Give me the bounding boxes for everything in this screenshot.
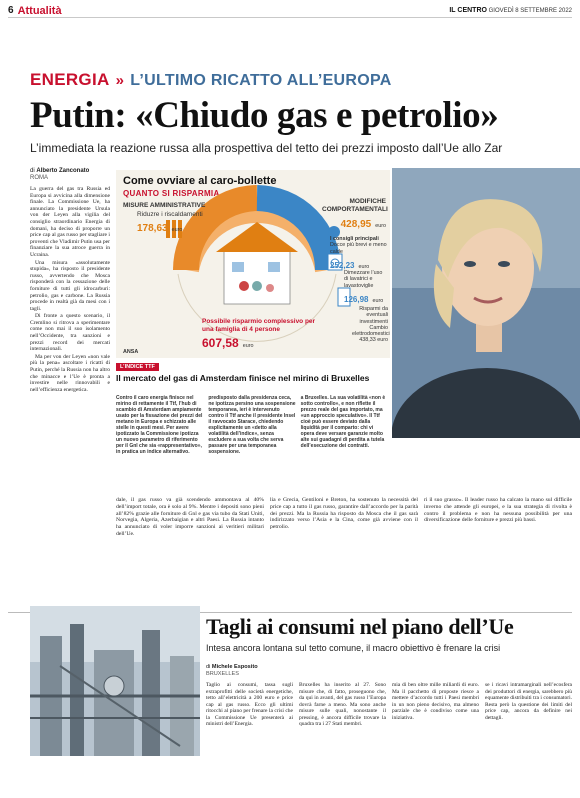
admin-item-value: 178,63 [137, 223, 168, 234]
kicker-category[interactable]: ENERGIA [30, 70, 110, 89]
byline-prefix: di [206, 664, 211, 670]
page-number: 6 [8, 5, 14, 16]
byline-author[interactable]: Alberto Zanconato [36, 168, 90, 174]
window-icon [268, 262, 280, 272]
investments-label: Risparmi da eventuali investimenti [359, 306, 388, 325]
plant-illustration [30, 606, 200, 756]
admin-item-value-row [137, 218, 205, 236]
family-member-icon [239, 281, 249, 291]
byline-author[interactable]: Michele Esposito [211, 664, 258, 670]
newspaper-name: IL CENTRO [449, 7, 487, 14]
second-article-deck: Intesa ancora lontana sul tetto comune, il macro obiettivo è frenare la crisi [206, 643, 501, 653]
infographic-savings [116, 170, 390, 358]
behavior-total: 428,95 [340, 219, 372, 230]
investments-sub: Cambio elettrodomestici [352, 324, 390, 338]
infographic-source: ANSA [123, 348, 139, 355]
infographic-subtitle: QUANTO SI RISPARMIA [123, 189, 220, 198]
issue-date: GIOVEDÌ 8 SETTEMBRE 2022 [488, 8, 572, 14]
body-column: ri il suo grasso». Il leader russo ha calcato la mano sul difficile inverno che attende gli europei, e la sua strategia di rivolta è contro il problema e non ha nessuna possibilità per una diversificazione delle forniture e prezzi più bassi. [424, 497, 572, 524]
photo-von-der-leyen [392, 168, 580, 438]
family-member-icon [266, 284, 274, 292]
paragraph: Ma per von der Leyen «non vale più la pena» ascoltare i ricatti di Putin, perché la Russia non ha altro che minacce e l’Ue è pronta a investire nelle rinnovabili e nell’efficienza energetica. [30, 353, 110, 393]
section-label[interactable]: Attualità [17, 4, 62, 17]
total-value: 607,58 [202, 336, 239, 350]
portrait-illustration [392, 168, 580, 438]
behavior-item-value: 252,23 [330, 260, 355, 270]
paragraph: La guerra del gas tra Russia ed Europa si avvicina alla dimensione finale. La Commissione Ue, ha annunciato la presidente Ursula von der Leyen alla vigilia del consiglio straordinario Energia di domani, ha deciso di proporre un price cap al gas russo per stagliare i proventi che Vladimir Putin usa per finanziare la sua atroce guerra in Ucraina. [30, 186, 110, 258]
behavior-header: MODIFICHE COMPORTAMENTALI [322, 198, 388, 213]
admin-measures-header: MISURE AMMINISTRATIVE [123, 202, 206, 209]
behavior-item-label: I consigli principali [330, 236, 379, 242]
body-column: dale, il gas russo va già scendendo ammontava al 40% dell’import totale, ora è solo al 9%. Mentre i depositi sono pieni all’82% grazie alle forniture di Gnl e gas via tubo da Stati Uniti, Norvegia, Algeria, Azerbaigian e altri Paesi. La Russia intanto ha annunciato di voler imporre sanzioni ai veritieri militari dell’Ue. [116, 497, 264, 537]
photo-industrial-plant [30, 606, 200, 756]
admin-measures-block [123, 202, 205, 236]
behavior-item-2 [344, 270, 388, 307]
paragraph: Una misura «assolutamente stupida», ha risposto il presidente russo, avvertendo che Mosca risponderà con la cessazione delle forniture di tutti gli idrocarburi: petrolio, gas e carbone. La Russia procede in realtà già da mesi con i tagli. [30, 259, 110, 312]
admin-item-label: Riduzre i riscaldamenti [137, 211, 203, 218]
body-column: Taglio ai consumi, tassa sugli extraprofitti delle società energetiche, tetto all’elettricità a 200 euro e price cap al gas russo. Ecco gli ultimi ritocchi al piano per frenare la crisi che la Commissione Ue presenterà ai ministri dell’Energia. [206, 682, 293, 727]
byline-city: ROMA [30, 175, 48, 181]
article-body-continued [116, 497, 572, 607]
page-header [8, 4, 572, 18]
second-article-byline [206, 664, 258, 678]
body-column: mia di ben oltre mille miliardi di euro. Ma il pacchetto di proposte riesce a mettere d’accordo tutti i Paesi membri in un non pieno decisivo, ma almeno parziale che è condiviso come una iniziativa. [392, 682, 479, 721]
behavior-item-value: 126,98 [344, 294, 369, 304]
body-column: lia e Grecia, Gentiloni e Breton, ha sostenuto la necessità del price cap a tutto il gas russo, garantire dall’accordo per la parità dei prezzi. Ma la Russia ha risposto da Mosca che il gas sarà indirizzato verso l’Asia e la Cina, come già avviene con il petrolio. [270, 497, 418, 531]
currency-label: euro [375, 223, 386, 229]
paragraph: Di fronte a questo scenario, il Cremlino si ritrova a sperimentare come non mai il suo isolamento nell’Occidente, tra sanzioni e prezzi record dei mercati internazionali. [30, 313, 110, 353]
ttf-column: predisposto dalla presidenza ceca, ne ipotizza persino una sospensione temporanea, ieri è intervenuto contro il Ttf anche il presidente Insel il ravvocato Starace, chiedendo esplicitamente un «detto alla volatilità dell’indice», senza escludere a sua volta che serva passare per una temporanea sospensione. [208, 395, 296, 455]
house-icon [224, 250, 290, 304]
second-article-body [206, 682, 572, 798]
ttf-title[interactable]: Il mercato del gas di Amsterdam finisce nel mirino di Bruxelles [116, 373, 370, 383]
byline-prefix: di [30, 168, 35, 174]
page-header-left [8, 5, 62, 17]
article-deck: L’immediata la reazione russa alla prospettiva del tetto dei prezzi imposto dall’Ue allo Zar [30, 141, 503, 155]
currency-label: euro [372, 297, 384, 304]
investments-value: 438,33 euro [359, 337, 388, 344]
ttf-tab-label: L’INDICE TTF [116, 363, 159, 371]
family-member-icon [252, 281, 262, 291]
ttf-box-body [116, 395, 388, 495]
window-icon [232, 262, 244, 272]
second-article-headline[interactable]: Tagli ai consumi nel piano dell’Ue [206, 614, 514, 639]
infographic-title: Come ovviare al caro-bollette [123, 175, 277, 187]
body-column: Bruxelles ha inserito al 27. Sono misure che, di fatto, proseguono che, da qui in avanti, del gas russo l’Europa dovrà farne a meno. Ma sono anche misure sulle quali, nonostante il pressing, è ancora difficile trovare la quadra tra i 27 Stati membri. [299, 682, 386, 727]
byline-city: BRUXELLES [206, 671, 239, 677]
behavior-item-1 [330, 236, 388, 273]
investments-block [352, 306, 388, 344]
total-savings-block [202, 318, 322, 352]
kicker-separator: » [115, 72, 125, 89]
total-label: Possibile risparmio complessivo per una famiglia di 4 persone [202, 318, 316, 333]
behavior-item-sub: Docce più brevi e meno calde [330, 242, 387, 255]
ttf-column: Contro il caro energia finisce nel mirino di rettamente il Ttf, l’hub di scambio di Amsterdam ampiamente usato per la fissazione dei prezzi del metano in Europa e schizzato alle stelle in questi mesi. Per avere ipotizzato la Commissione ipotizza un nuovo parametro di riferimento per il Gnl che sia «rappresentativo», in pratica un indice alternativo. [116, 395, 203, 455]
page-header-right [449, 7, 572, 14]
currency-label: euro [171, 227, 183, 233]
behavior-block [322, 198, 386, 232]
kicker-text: L’ULTIMO RICATTO ALL’EUROPA [130, 72, 392, 89]
body-column: se i ricavi intramarginali nell’ecosfera dei produttori di energia, sarebbero più equamente distribuiti tra i consumatori. Resta però la questione dei limiti del price cap, ancora da definire nei dettagli. [485, 682, 572, 721]
ttf-column: a Bruxelles. La sua volatilità «non è sotto controllo», e non riflette il prezzo reale del gas importato, ma «un approccio speculativo». Il Ttf cioè può essere deviato dalla liquidità per il comparto: chi vi opera deve versare garanzie molto alte sui guadagni di perdita a tutela dell’esecuzione dei contratti. [300, 395, 386, 449]
article-kicker [30, 70, 392, 90]
article-byline [30, 168, 89, 182]
article-column-1 [30, 186, 110, 394]
currency-label: euro [242, 343, 254, 349]
currency-label: euro [358, 263, 370, 270]
article-headline[interactable]: Putin: «Chiudo gas e petrolio» [30, 95, 499, 136]
behavior-item-label: Dimezzare l’uso di lavatrici e lavastoviglie [344, 270, 383, 289]
